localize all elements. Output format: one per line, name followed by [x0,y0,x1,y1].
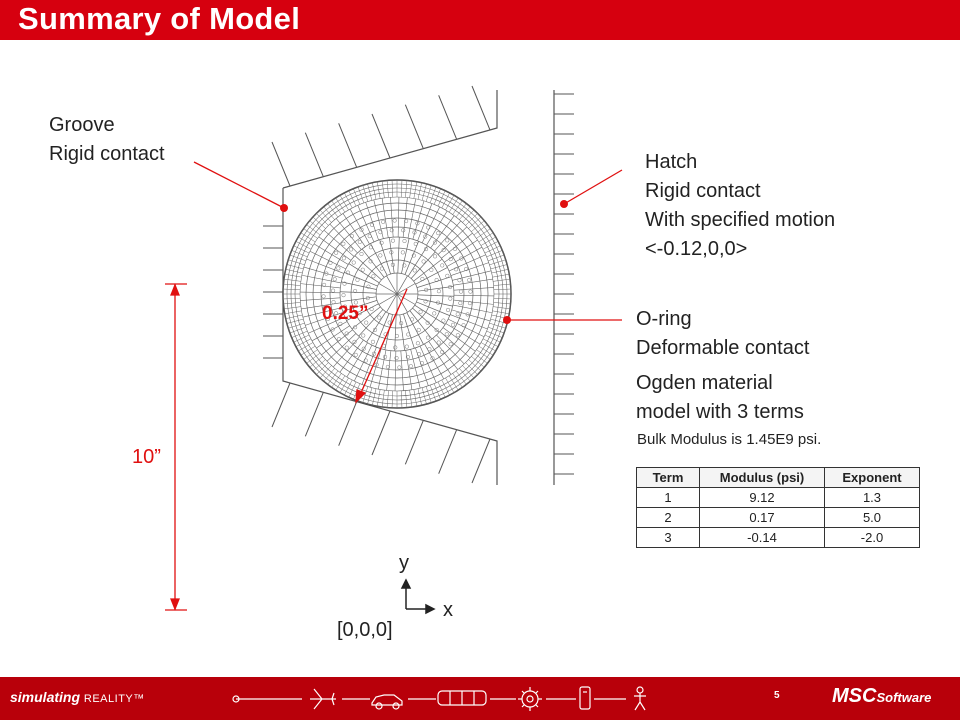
groove-hatch-mark [272,383,290,427]
oring-label-line: Deformable contact [636,337,810,359]
table-header-cell: Modulus (psi) [700,468,825,488]
train-icon [438,691,486,705]
hatch-label [645,148,835,264]
car-icon [372,695,402,709]
groove-hatch-mark [472,86,490,130]
groove-hatch-mark [372,114,390,158]
table-cell: 1 [637,488,700,508]
table-cell: -2.0 [825,528,920,548]
groove-hatch-mark [305,392,323,436]
plane-icon [310,689,336,709]
axis-y-label: y [399,552,409,574]
tagline [10,689,145,705]
table-row [637,488,920,508]
ogden-label-line: model with 3 terms [636,401,804,423]
footer-icon-strip [230,685,770,713]
groove-label [49,111,165,169]
origin-label: [0,0,0] [337,619,393,641]
tagline-bold: simulating [10,689,81,705]
ogden-label-line: Ogden material [636,372,773,394]
hatch-label-line: With specified motion [645,209,836,231]
groove-hatch-mark [305,133,323,177]
table-cell: 9.12 [700,488,825,508]
groove-hatch-mark [339,123,357,167]
height-dimension [165,284,187,610]
table-row [637,508,920,528]
table-cell: 5.0 [825,508,920,528]
slide-title: Summary of Model [18,1,301,36]
table-cell: 3 [637,528,700,548]
oring-label-line: O-ring [636,308,692,330]
ogden-label [636,369,804,427]
table-cell: -0.14 [700,528,825,548]
oring-mesh [283,180,511,408]
groove-hatch-mark [339,402,357,446]
oring-label [636,305,809,363]
table-cell: 2 [637,508,700,528]
groove-hatch-mark [439,95,457,139]
phone-icon [580,687,590,709]
page-number: 5 [774,690,780,701]
groove-hatch-mark [405,105,423,149]
brand-rest: Software [876,690,932,705]
gear-icon [518,687,542,711]
table-cell: 0.17 [700,508,825,528]
footer-bar [0,677,960,720]
groove-hatch-mark [439,430,457,474]
axis-x-label: x [443,599,453,621]
hatch-label-line: Rigid contact [645,180,761,202]
groove-hatch-mark [372,411,390,455]
brand-name: MSC [832,685,877,707]
table-header-row [637,468,920,488]
hatch-plate-ticks [554,94,574,474]
groove-hatch-mark [472,439,490,483]
groove-callout [194,162,288,212]
hatch-label-line: <-0.12,0,0> [645,238,748,260]
msc-logo-icon [832,685,931,708]
radius-dimension-label: 0.25” [322,303,369,324]
axis-triad [402,580,434,613]
hatch-callout [560,170,622,208]
height-dimension-label: 10” [132,446,161,468]
groove-label-line: Groove [49,114,115,136]
groove-hatch-mark [272,142,290,186]
ogden-coefficients-table [636,467,920,548]
tagline-rest: REALITY™ [83,693,145,705]
bulk-modulus-note: Bulk Modulus is 1.45E9 psi. [637,431,822,448]
groove-label-line: Rigid contact [49,143,165,165]
table-header-cell: Term [637,468,700,488]
table-header-cell: Exponent [825,468,920,488]
hatch-label-line: Hatch [645,151,698,173]
table-cell: 1.3 [825,488,920,508]
table-row [637,528,920,548]
oring-callout [503,316,622,324]
groove-hatch-mark [405,420,423,464]
person-icon [634,687,646,710]
